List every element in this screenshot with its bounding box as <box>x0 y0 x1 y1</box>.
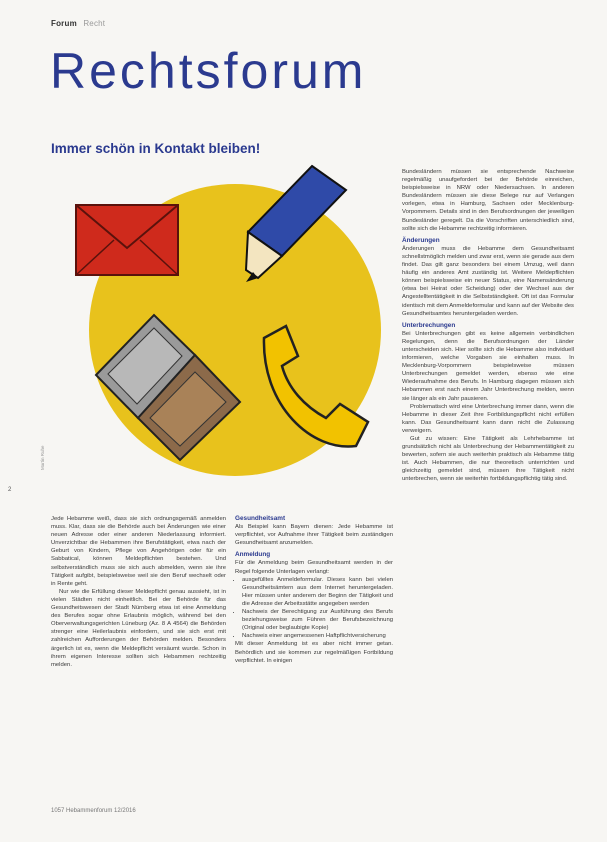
envelope-icon <box>76 205 178 275</box>
page-footer: 1057 Hebammenforum 12/2016 <box>51 808 136 814</box>
section-heading: Unterbrechungen <box>402 321 456 329</box>
paragraph: Änderungen muss die Hebamme dem Gesundheitsamt schnellstmöglich melden und zwar erst, wenn sie gerade aus dem findet. Das gilt ganz besonders bei einem Umzug, weil dann häufig ein anderes Amt zuständig ist. Weitere Meldepflichten können beispielsweise ein neuer Status, eine Namensänderung (etwa bei Heirat oder Scheidung) oder der Wechsel aus der Angestelltentätigkeit in die Selbstständigkeit. Oft ist das Formular identisch mit dem Anmeldeformular und kann auf der Website des Gesundheitsamtes heruntergeladen werden. <box>402 245 574 317</box>
paragraph: Nur wie die Erfüllung dieser Meldepflicht genau aussieht, ist in vielen Städten nicht einheitlich. Bei der Behörde für das Gesundheitswesen der Stadt Nürnberg etwa ist eine Anmeldung des Berufes sogar ohne Erlaubnis möglich, während bei den Oberverwaltungsgerichten Lüneburg (Az. 8 A 4564) die Behörden strenger eine Heilerlaubnis einfordern, und sie sich erst mit zahlreichen Aufforderungen der Behörden melden. Besonders ärgerlich ist es, wenn die Meldepflicht versäumt wurde. Schon in ihrem eigenen Interesse sollten sich Hebammen rechtzeitig melden. <box>51 588 226 668</box>
requirements-list <box>235 576 393 641</box>
article-column-2 <box>235 515 393 665</box>
margin-mark: 2 <box>8 487 12 493</box>
illustration-credit: Martin Ruhe <box>40 445 45 470</box>
communication-illustration <box>50 160 395 505</box>
paragraph: Jede Hebamme weiß, dass sie sich ordnungsgemäß anmelden muss. Klar, dass sie die Behörde auch bei Änderungen wie einer neuen Adresse oder einer anderen Niederlassung informiert. Unverzichtbar die Hebammen ihre Berufstätigkeit, etwa nach der Geburt von Kindern, Pflege von Angehörigen oder für ein Sabbatical, können Meldepflichten bestehen. Und selbstverständlich muss sie sich auch abmelden, wenn sie ihre Tätigkeit aufgibt, beispielsweise weil sie den Beruf wechselt oder in Rente geht. <box>51 516 226 587</box>
list-item: • Nachweis einer angemessenen Haftpflichtversicherung <box>242 632 393 640</box>
article-subtitle: Immer schön in Kontakt bleiben! <box>51 141 261 156</box>
section-heading: Änderungen <box>402 236 440 244</box>
section-breadcrumb <box>51 19 105 28</box>
paragraph: Bei Unterbrechungen gibt es keine allgemein verbindlichen Regelungen, denn die Berufsordnungen der Länder unterscheiden sich. Hier sollte sich die Hebamme also individuell informieren, welche Vorgaben sie einhalten muss. In Mecklenburg-Vorpommern beispielsweise müssen Unterbrechungen gemeldet werden, ebenso wie eine Wiederaufnahme des Berufs. In Hamburg dagegen müssen sich Hebammen erst nach einem Jahr Unterbrechung melden, wenn sie länger als ein Jahr pausieren. <box>402 330 574 402</box>
paragraph: Mit dieser Anmeldung ist es aber nicht immer getan. Behördlich und sie kommen zur regelmäßigen Fortbildung verpflichtet. In einigen <box>235 641 393 664</box>
paragraph: Als Beispiel kann Bayern dienen: Jede Hebamme ist verpflichtet, vor Aufnahme ihrer Tätigkeit beim zuständigen Gesundheitsamt anzumelden. <box>235 524 393 547</box>
subsection-label: Recht <box>83 19 106 28</box>
paragraph: Gut zu wissen: Eine Tätigkeit als Lehrhebamme ist grundsätzlich nicht als Unterbrechung der Hebammentätigkeit zu bewerten, sofern sie auch weiterhin praktisch als Hebamme tätig ist. Auch Hebammen, die nur theoretisch unterrichten und gleichzeitig gemeldet sind, müssen ihre Tätigkeit nicht unterbrechen, wenn sie weiterhin fortbildungspflichtig tätig sind. <box>402 436 574 483</box>
section-heading: Anmeldung <box>235 551 271 559</box>
section-label: Forum <box>51 19 77 28</box>
paragraph: Für die Anmeldung beim Gesundheitsamt werden in der Regel folgende Unterlagen verlangt: <box>235 560 393 575</box>
list-item: • ausgefülltes Anmeldeformular. Dieses kann bei vielen Gesundheitsämtern aus dem Internet heruntergeladen. Hier müssen unter anderem der Beginn der Tätigkeit und die Adresse der Arbeitsstätte angegeben werden <box>242 576 393 608</box>
article-column-3 <box>402 168 574 484</box>
paragraph: Bundesländern müssen sie entsprechende Nachweise regelmäßig unaufgefordert bei der Behörde einreichen, beispielsweise in NRW oder Niedersachsen. In anderen Bundesländern müssen sie diese Belege nur auf Verlangen vorlegen, etwa in Hamburg, Sachsen oder Mecklenburg-Vorpommern. Details sind in den Berufsordnungen der jeweiligen Bundesländer geregelt. Da die Vorschriften unterschiedlich sind, sollte sich die Hebamme rechtzeitig informieren. <box>402 169 574 232</box>
paragraph: Problematisch wird eine Unterbrechung immer dann, wenn die Hebamme in dieser Zeit ihre Fortbildungspflicht nicht erfüllen kann. Das Gesundheitsamt kann dann nicht die Zulassung verweigern. <box>402 403 574 434</box>
page-title: Rechtsforum <box>50 43 367 99</box>
list-item: • Nachweis der Berechtigung zur Ausführung des Berufs beziehungsweise zum Führen der Berufsbezeichnung (Original oder beglaubigte Kopie) <box>242 608 393 632</box>
article-column-1 <box>51 515 226 669</box>
section-heading: Gesundheitsamt <box>235 515 286 522</box>
